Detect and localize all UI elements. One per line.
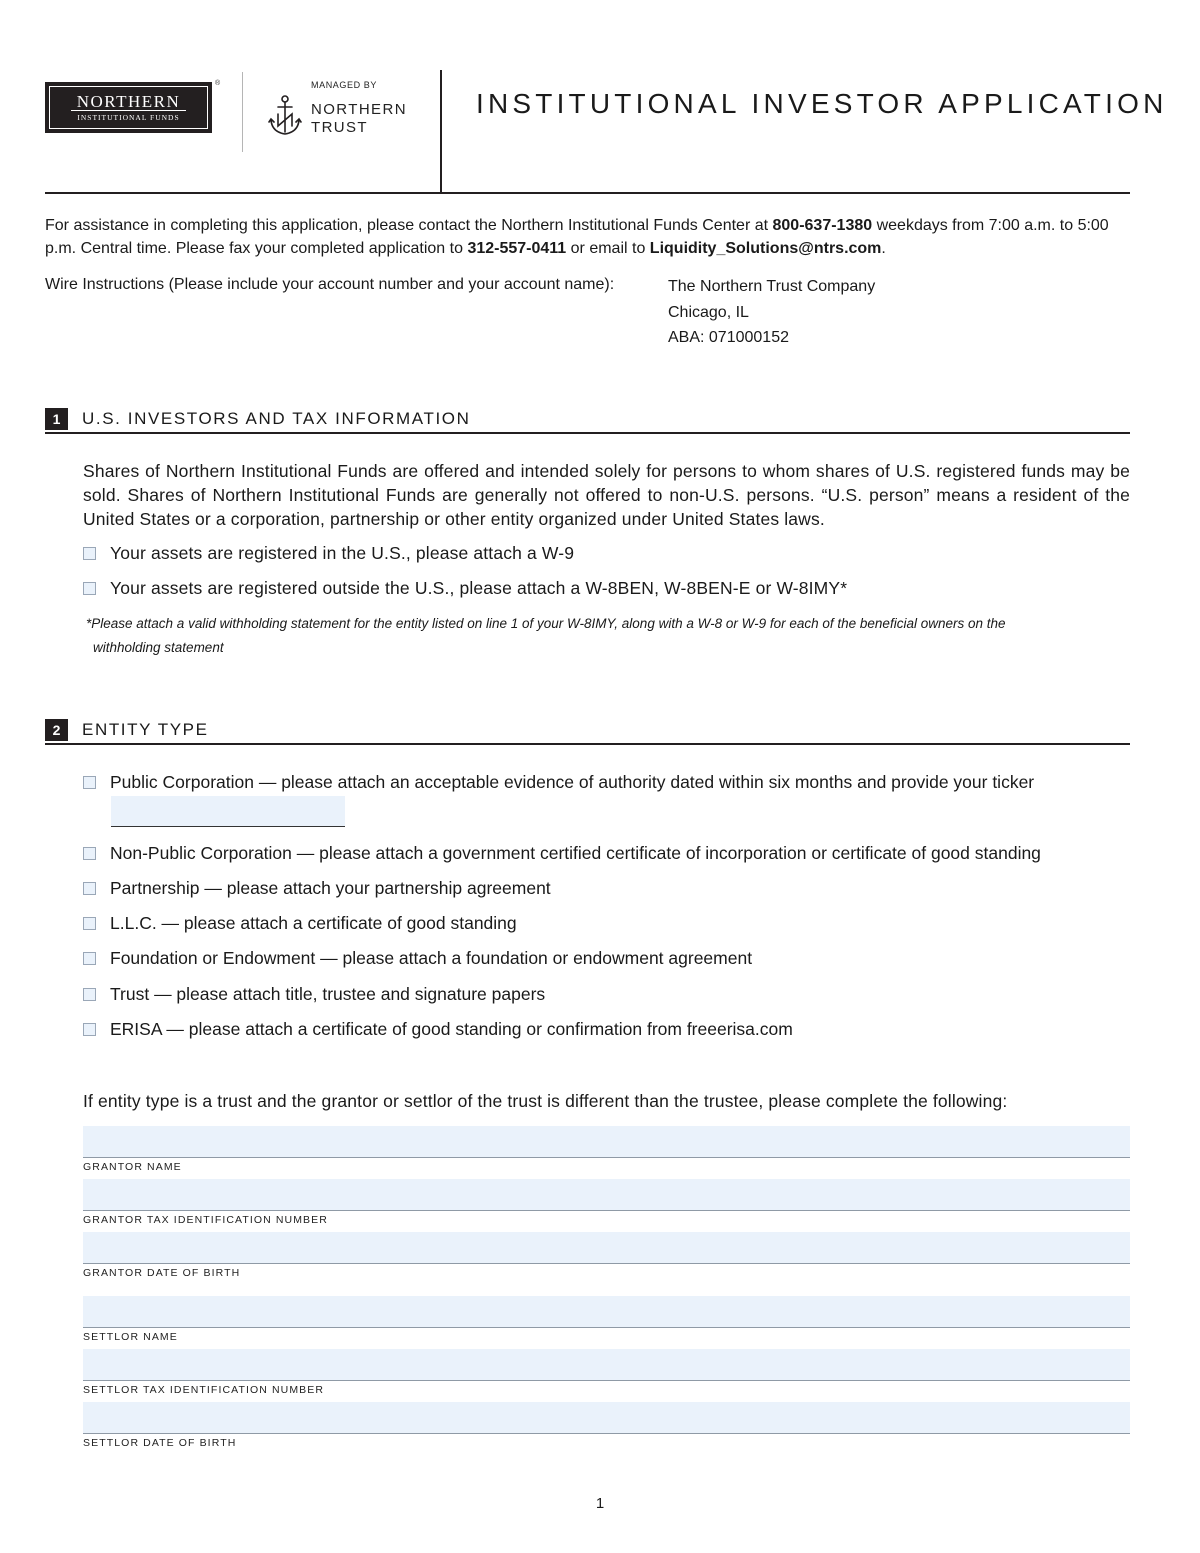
llc-label: L.L.C. — please attach a certificate of good standing [110, 912, 517, 933]
grantor-dob-label: GRANTOR DATE OF BIRTH [83, 1267, 241, 1279]
anchor-icon [268, 94, 302, 138]
logo-subtitle: INSTITUTIONAL FUNDS [77, 113, 180, 122]
settlor-name-input[interactable] [83, 1296, 1130, 1328]
erisa-label: ERISA — please attach a certificate of good standing or confirmation from freeerisa.com [110, 1018, 793, 1039]
northern-trust-name [311, 101, 407, 137]
erisa-checkbox[interactable] [83, 1023, 96, 1036]
section-1-number: 1 [45, 408, 68, 430]
assistance-part2: weekdays from 7:00 a.m. to 5:00 p.m. Central time. Please fax your completed application to [45, 217, 1109, 257]
grantor-dob-input[interactable] [83, 1232, 1130, 1264]
withholding-note-line1: *Please attach a valid withholding statement for the entity listed on line 1 of your W-8IMY, along with a W-8 or W-9 for each of the beneficial owners on the [86, 616, 1006, 631]
assistance-email: Liquidity_Solutions@ntrs.com [649, 240, 882, 257]
assistance-fax: 312-557-0411 [467, 240, 567, 257]
public-corporation-label: Public Corporation — please attach an acceptable evidence of authority dated within six months and provide your ticker [110, 771, 1035, 792]
settlor-dob-label: SETTLOR DATE OF BIRTH [83, 1437, 237, 1449]
trust-checkbox[interactable] [83, 988, 96, 1001]
us-assets-option[interactable] [83, 541, 574, 565]
partnership-checkbox[interactable] [83, 882, 96, 895]
assistance-phone: 800-637-1380 [772, 217, 873, 234]
entity-non-public-corporation-option[interactable] [83, 841, 1041, 865]
assistance-part3: or email to [566, 240, 650, 257]
nt-name-line2: TRUST [311, 119, 368, 136]
assistance-part4: . [881, 240, 886, 257]
assistance-part1: For assistance in completing this application, please contact the Northern Institutional Funds Center at [45, 217, 773, 234]
wire-bank: The Northern Trust Company [668, 278, 876, 295]
entity-partnership-option[interactable] [83, 876, 551, 900]
foundation-label: Foundation or Endowment — please attach a foundation or endowment agreement [110, 947, 753, 968]
grantor-name-input[interactable] [83, 1126, 1130, 1158]
grantor-tin-input[interactable] [83, 1179, 1130, 1211]
header-divider [440, 70, 442, 194]
entity-public-corporation-option[interactable] [83, 770, 1034, 794]
section-1-title: U.S. INVESTORS AND TAX INFORMATION [82, 409, 471, 428]
section-1-intro: Shares of Northern Institutional Funds are offered and intended solely for persons to whom shares of U.S. registered funds may be sold. Shares of Northern Institutional Funds are generally not offered to non-U.S. persons. “U.S. person” means a resident of the United States or a corporation, partnership or other entity organized under United States laws. [83, 461, 1130, 529]
us-assets-label: Your assets are registered in the U.S., please attach a W-9 [110, 542, 575, 563]
non-us-assets-label: Your assets are registered outside the U.S., please attach a W-8BEN, W-8BEN-E or W-8IMY* [110, 577, 848, 598]
registered-mark: ® [215, 80, 221, 87]
wire-aba: ABA: 071000152 [668, 329, 789, 346]
wire-instructions [668, 274, 875, 351]
settlor-name-label: SETTLOR NAME [83, 1331, 178, 1343]
ticker-input[interactable] [111, 796, 345, 827]
foundation-checkbox[interactable] [83, 952, 96, 965]
grantor-name-label: GRANTOR NAME [83, 1161, 182, 1173]
logo-word: NORTHERN [71, 93, 187, 111]
public-corporation-checkbox[interactable] [83, 776, 96, 789]
settlor-tin-label: SETTLOR TAX IDENTIFICATION NUMBER [83, 1384, 325, 1396]
header-rule [45, 192, 1130, 194]
non-public-corporation-checkbox[interactable] [83, 847, 96, 860]
llc-checkbox[interactable] [83, 917, 96, 930]
logo-divider [242, 72, 243, 152]
non-us-assets-option[interactable] [83, 576, 847, 600]
section-1-header [45, 408, 1130, 434]
nt-name-line1: NORTHERN [311, 101, 407, 118]
entity-foundation-option[interactable] [83, 946, 752, 970]
settlor-dob-input[interactable] [83, 1402, 1130, 1434]
entity-llc-option[interactable] [83, 911, 517, 935]
withholding-note [86, 612, 1130, 660]
trust-instructions: If entity type is a trust and the grantor or settlor of the trust is different than the trustee, please complete the following: [83, 1091, 1008, 1111]
partnership-label: Partnership — please attach your partnership agreement [110, 877, 551, 898]
section-2-title: ENTITY TYPE [82, 720, 209, 739]
withholding-note-line2: withholding statement [93, 640, 224, 655]
wire-instructions-label: Wire Instructions (Please include your account number and your account name): [45, 276, 615, 293]
wire-city: Chicago, IL [668, 303, 749, 321]
us-assets-checkbox[interactable] [83, 547, 96, 560]
grantor-tin-label: GRANTOR TAX IDENTIFICATION NUMBER [83, 1214, 328, 1226]
settlor-tin-input[interactable] [83, 1349, 1130, 1381]
page-number: 1 [595, 1495, 605, 1512]
entity-trust-option[interactable] [83, 982, 545, 1006]
section-2-number: 2 [45, 719, 68, 741]
non-us-assets-checkbox[interactable] [83, 582, 96, 595]
managed-by-label: MANAGED BY [311, 80, 378, 90]
trust-label: Trust — please attach title, trustee and signature papers [110, 983, 546, 1004]
northern-institutional-funds-logo [45, 82, 212, 133]
assistance-text [45, 214, 1135, 260]
non-public-corporation-label: Non-Public Corporation — please attach a government certified certificate of incorporation or certificate of good standing [110, 842, 1041, 863]
entity-erisa-option[interactable] [83, 1017, 793, 1041]
section-2-header [45, 719, 1130, 745]
page-title: INSTITUTIONAL INVESTOR APPLICATION [476, 88, 1168, 119]
